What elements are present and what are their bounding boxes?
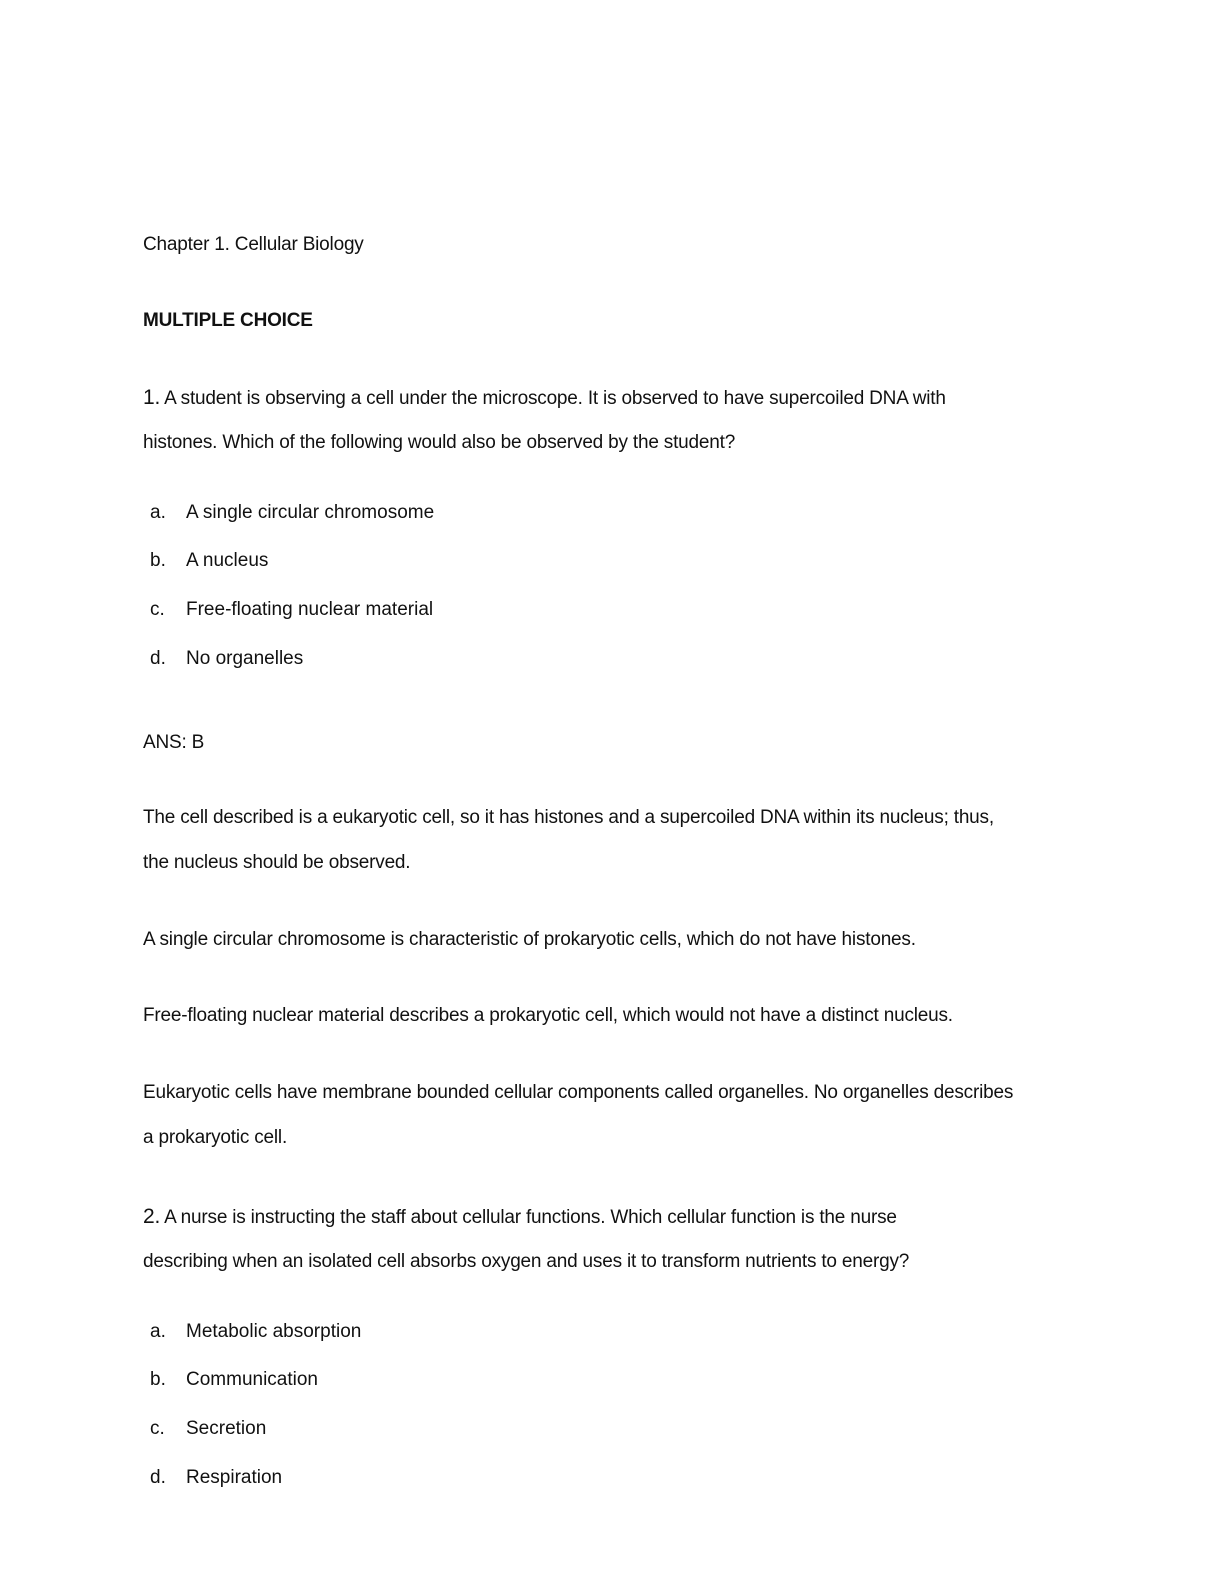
question-1-option-c xyxy=(150,598,433,622)
question-2-option-c xyxy=(150,1417,266,1441)
question-2-stem-line-2: describing when an isolated cell absorbs oxygen and uses it to transform nutrients to energy? xyxy=(143,1251,910,1272)
option-letter: b. xyxy=(150,550,166,571)
question-1-stem-line-2: histones. Which of the following would also be observed by the student? xyxy=(143,432,736,453)
option-letter: c. xyxy=(150,599,165,620)
question-2-stem-text: A nurse is instructing the staff about cellular functions. Which cellular function is the nurse xyxy=(164,1207,897,1228)
question-2-number: 2. xyxy=(143,1205,161,1228)
question-1-number: 1. xyxy=(143,386,161,409)
question-1-stem-line-1 xyxy=(143,386,946,411)
option-text: Secretion xyxy=(186,1418,267,1439)
question-2-option-b xyxy=(150,1368,318,1392)
rationale-3-line-1: Free-floating nuclear material describes a prokaryotic cell, which would not have a distinct nucleus. xyxy=(143,1005,953,1026)
question-1-option-a xyxy=(150,501,434,525)
option-text: Communication xyxy=(186,1369,318,1390)
option-text: No organelles xyxy=(186,648,304,669)
option-letter: d. xyxy=(150,648,166,669)
option-text: A single circular chromosome xyxy=(186,502,435,523)
question-1-answer: ANS: B xyxy=(143,732,205,753)
option-text: Free-floating nuclear material xyxy=(186,599,434,620)
question-1-option-d xyxy=(150,647,303,671)
option-letter: d. xyxy=(150,1467,166,1488)
option-text: Metabolic absorption xyxy=(186,1321,362,1342)
option-text: Respiration xyxy=(186,1467,283,1488)
option-letter: a. xyxy=(150,1321,166,1342)
rationale-2-line-1: A single circular chromosome is characteristic of prokaryotic cells, which do not have histones. xyxy=(143,929,916,950)
option-letter: c. xyxy=(150,1418,165,1439)
chapter-title: Chapter 1. Cellular Biology xyxy=(143,234,364,255)
question-1-stem-text: A student is observing a cell under the microscope. It is observed to have supercoiled DNA with xyxy=(164,388,946,409)
rationale-1-line-2: the nucleus should be observed. xyxy=(143,852,411,873)
section-heading: MULTIPLE CHOICE xyxy=(143,310,313,331)
rationale-4-line-2: a prokaryotic cell. xyxy=(143,1127,288,1148)
rationale-1-line-1: The cell described is a eukaryotic cell, so it has histones and a supercoiled DNA within its nucleus; thus, xyxy=(143,807,994,828)
option-text: A nucleus xyxy=(186,550,269,571)
option-letter: a. xyxy=(150,502,166,523)
question-2-option-d xyxy=(150,1466,282,1490)
question-2-stem-line-1 xyxy=(143,1205,897,1230)
question-1-option-b xyxy=(150,549,268,573)
question-2-option-a xyxy=(150,1320,361,1344)
option-letter: b. xyxy=(150,1369,166,1390)
rationale-4-line-1: Eukaryotic cells have membrane bounded cellular components called organelles. No organelles describes xyxy=(143,1082,1014,1103)
